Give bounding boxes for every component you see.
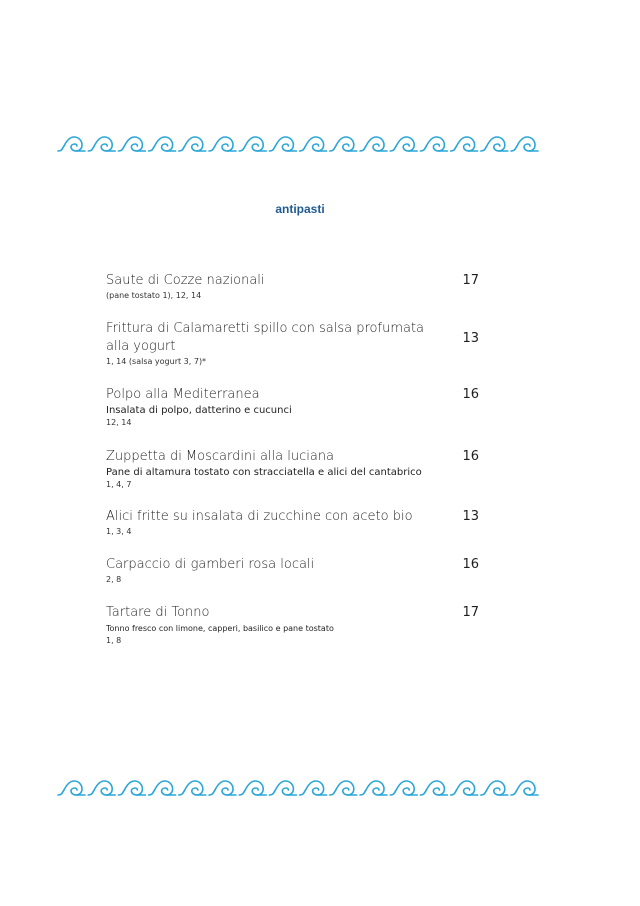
item-allergens: 1, 8 [106,636,122,645]
item-allergens: (pane tostato 1), 12, 14 [106,291,202,300]
wave-icon [481,137,508,151]
wave-border-top-icon [56,130,542,156]
wave-icon [330,137,357,151]
wave-icon [149,137,176,151]
wave-icon [118,781,145,795]
wave-icon [179,137,206,151]
item-description: Pane di altamura tostato con stracciatella e alici del cantabrico [106,467,422,478]
item-name: Tartare di Tonno [106,605,210,620]
item-allergens: 2, 8 [106,575,122,584]
wave-icon [269,137,296,151]
wave-icon [420,137,447,151]
item-price: 13 [462,509,479,524]
item-name: Zuppetta di Moscardini alla luciana [106,449,335,464]
wave-icon [209,781,236,795]
wave-icon [330,781,357,795]
item-allergens: 1, 14 (salsa yogurt 3, 7)* [106,357,207,366]
item-price: 17 [462,605,479,620]
wave-icon [511,137,538,151]
wave-icon [88,781,115,795]
wave-icon [58,137,85,151]
wave-icon [451,781,478,795]
wave-icon [451,137,478,151]
wave-icon [360,781,387,795]
wave-icon [118,137,145,151]
wave-icon [58,781,85,795]
wave-icon [420,781,447,795]
item-price: 16 [462,557,479,572]
wave-icon [511,781,538,795]
item-name: Alici fritte su insalata di zucchine con aceto bio [106,509,413,524]
item-price: 17 [462,273,479,288]
item-description: Tonno fresco con limone, capperi, basilico e pane tostato [106,624,334,633]
item-price: 16 [462,449,479,464]
item-price: 13 [462,331,479,346]
item-price: 16 [462,387,479,402]
wave-icon [390,137,417,151]
menu-item [106,386,486,429]
wave-icon [300,137,327,151]
wave-icon [269,781,296,795]
wave-icon [149,781,176,795]
item-allergens: 12, 14 [106,418,132,427]
item-name: Carpaccio di gamberi rosa locali [106,557,315,572]
wave-icon [209,137,236,151]
wave-icon [390,781,417,795]
wave-border-bottom-icon [56,774,542,800]
item-allergens: 1, 3, 4 [106,527,132,536]
item-name: Frittura di Calamaretti spillo con salsa profumata alla yogurt [106,321,425,354]
wave-icon [300,781,327,795]
wave-icon [239,137,266,151]
wave-icon [88,137,115,151]
item-description: Insalata di polpo, datterino e cucunci [106,405,292,416]
wave-icon [179,781,206,795]
menu-item [106,508,486,538]
item-name: Polpo alla Mediterranea [106,387,260,402]
item-allergens: 1, 4, 7 [106,480,132,489]
menu-item [106,604,486,647]
menu-item [106,556,486,586]
wave-icon [481,781,508,795]
menu-item [106,320,486,368]
menu-item [106,272,486,302]
section-title: antipasti [275,202,325,216]
wave-icon [360,137,387,151]
menu-item [106,448,486,491]
wave-icon [239,781,266,795]
item-name: Saute di Cozze nazionali [106,273,265,288]
